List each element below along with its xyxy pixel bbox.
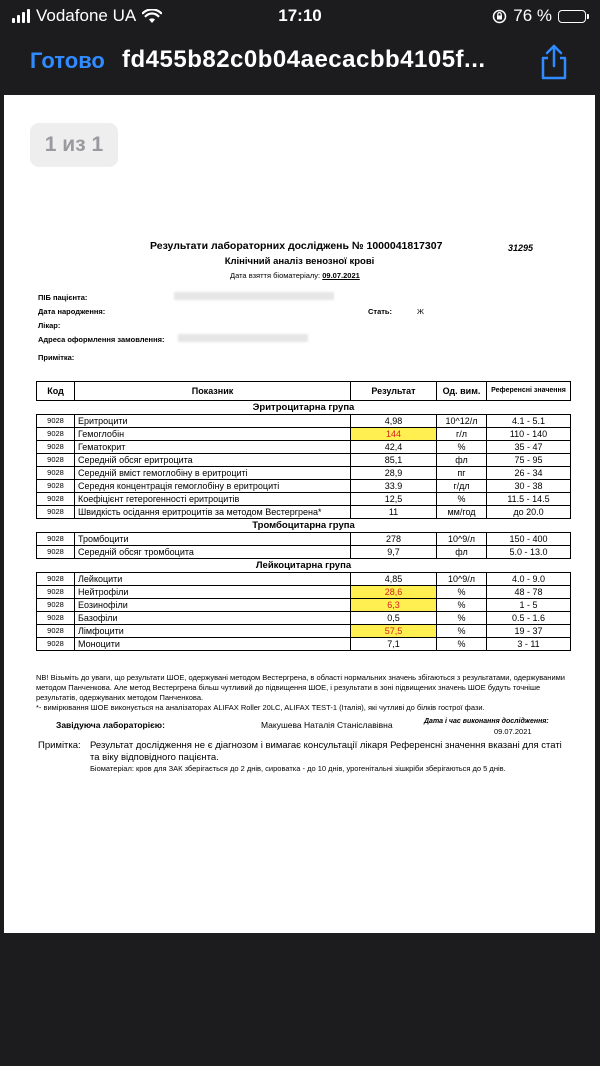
- cell-unit: г/л: [437, 428, 487, 441]
- battery-percent: 76 %: [513, 6, 552, 25]
- cell-indicator: Базофіли: [75, 612, 351, 625]
- col-header-indicator: Показник: [75, 382, 351, 401]
- group-header-row: [37, 401, 571, 415]
- cell-code: 9028: [37, 625, 75, 638]
- cell-unit: фл: [437, 454, 487, 467]
- cell-reference: 0.5 - 1.6: [487, 612, 571, 625]
- cell-result: 0,5: [351, 612, 437, 625]
- cell-unit: %: [437, 586, 487, 599]
- cell-unit: мм/год: [437, 506, 487, 519]
- cell-reference: 11.5 - 14.5: [487, 493, 571, 506]
- cell-result: 7,1: [351, 638, 437, 651]
- document-title: fd455b82c0b04aecacbb4105f...: [122, 46, 486, 73]
- col-header-unit: Од. вим.: [437, 382, 487, 401]
- table-row: [37, 493, 571, 506]
- cell-code: 9028: [37, 599, 75, 612]
- table-row: [37, 480, 571, 493]
- pdf-page[interactable]: [4, 95, 595, 933]
- nb-note: NB! Візьміть до уваги, що результати ШОЕ, одержувані методом Вестергрена, в області нормальних значень збігаються з результатами, одержуваними методом Панченкова. Але метод Вестергрена більш чутливий до підвищення ШОЕ, і результати в зоні підвищених значень ШОЕ будуть точніше результатів, одержуваних методом Панченкова.: [36, 673, 565, 702]
- redacted-address: [178, 334, 308, 342]
- cell-indicator: Швидкість осідання еритроцитів за методом Вестергрена*: [75, 506, 351, 519]
- table-row: [37, 573, 571, 586]
- lab-head-name: Макушева Наталія Станіславівна: [261, 720, 393, 730]
- cell-result: 4,85: [351, 573, 437, 586]
- cell-indicator: Тромбоцити: [75, 533, 351, 546]
- cell-unit: 10^9/л: [437, 573, 487, 586]
- cell-indicator: Середній обсяг еритроцита: [75, 454, 351, 467]
- group-title: Тромбоцитарна група: [252, 520, 355, 531]
- table-row: [37, 586, 571, 599]
- cell-reference: 30 - 38: [487, 480, 571, 493]
- share-icon[interactable]: [536, 42, 572, 82]
- remark-label: Примітка:: [38, 740, 81, 751]
- cell-indicator: Гемоглобін: [75, 428, 351, 441]
- cell-reference: 75 - 95: [487, 454, 571, 467]
- cell-code: 9028: [37, 493, 75, 506]
- cell-code: 9028: [37, 480, 75, 493]
- col-header-code: Код: [37, 382, 75, 401]
- cell-indicator: Лімфоцити: [75, 625, 351, 638]
- table-row: [37, 533, 571, 546]
- table-row: [37, 467, 571, 480]
- cell-unit: 10^12/л: [437, 415, 487, 428]
- cell-code: 9028: [37, 573, 75, 586]
- cell-result: 144: [351, 428, 437, 441]
- cell-code: 9028: [37, 638, 75, 651]
- cell-unit: %: [437, 599, 487, 612]
- cell-unit: %: [437, 493, 487, 506]
- cell-result: 28,6: [351, 586, 437, 599]
- cell-result: 85,1: [351, 454, 437, 467]
- cell-code: 9028: [37, 467, 75, 480]
- group-title: Лейкоцитарна група: [255, 560, 352, 571]
- group-header-row: [37, 559, 571, 573]
- remark-label-top: Примітка:: [38, 353, 75, 362]
- cell-code: 9028: [37, 415, 75, 428]
- results-table: [36, 381, 571, 651]
- table-row: [37, 454, 571, 467]
- cell-result: 11: [351, 506, 437, 519]
- cell-indicator: Коефіцієнт гетерогенності еритроцитів: [75, 493, 351, 506]
- cell-result: 278: [351, 533, 437, 546]
- cell-code: 9028: [37, 506, 75, 519]
- table-row: [37, 638, 571, 651]
- sample-date-value: 09.07.2021: [322, 271, 360, 280]
- cell-unit: %: [437, 625, 487, 638]
- cell-code: 9028: [37, 454, 75, 467]
- table-row: [37, 506, 571, 519]
- cell-code: 9028: [37, 533, 75, 546]
- cell-result: 33.9: [351, 480, 437, 493]
- table-row: [37, 599, 571, 612]
- group-title: Эритроцитарна група: [252, 402, 355, 413]
- cell-indicator: Моноцити: [75, 638, 351, 651]
- cell-reference: 19 - 37: [487, 625, 571, 638]
- cell-reference: 26 - 34: [487, 467, 571, 480]
- cell-reference: 1 - 5: [487, 599, 571, 612]
- report-subtitle: Клінічний аналіз венозної крові: [224, 256, 375, 267]
- cell-indicator: Нейтрофіли: [75, 586, 351, 599]
- cell-result: 9,7: [351, 546, 437, 559]
- doctor-label: Лікар:: [38, 321, 61, 330]
- sex-label: Стать:: [368, 307, 393, 316]
- sample-date-label: Дата взяття біоматеріалу:: [230, 271, 321, 280]
- completion-date-value: 09.07.2021: [494, 727, 532, 736]
- address-label: Адреса оформлення замовлення:: [38, 335, 165, 344]
- cell-reference: 48 - 78: [487, 586, 571, 599]
- cell-unit: %: [437, 638, 487, 651]
- cell-unit: г/дл: [437, 480, 487, 493]
- done-button[interactable]: Готово: [30, 48, 105, 73]
- cell-result: 57,5: [351, 625, 437, 638]
- cell-result: 28,9: [351, 467, 437, 480]
- cell-indicator: Гематокрит: [75, 441, 351, 454]
- cell-unit: пг: [437, 467, 487, 480]
- table-row: [37, 546, 571, 559]
- cell-indicator: Середня концентрація гемоглобіну в еритроциті: [75, 480, 351, 493]
- cell-reference: 110 - 140: [487, 428, 571, 441]
- group-header-row: [37, 519, 571, 533]
- dob-label: Дата народження:: [38, 307, 106, 316]
- cell-indicator: Середній вміст гемоглобіну в еритроциті: [75, 467, 351, 480]
- cell-unit: %: [437, 441, 487, 454]
- status-right: [492, 6, 586, 26]
- cell-reference: 5.0 - 13.0: [487, 546, 571, 559]
- redacted-patient-name: [174, 292, 334, 300]
- completion-date-label: Дата і час виконання дослідження:: [424, 718, 549, 725]
- cell-code: 9028: [37, 546, 75, 559]
- table-row: [37, 441, 571, 454]
- cell-reference: 150 - 400: [487, 533, 571, 546]
- battery-icon: [558, 10, 586, 23]
- lab-head-label: Завідуюча лабораторією:: [56, 720, 165, 730]
- cell-result: 12,5: [351, 493, 437, 506]
- cell-unit: %: [437, 612, 487, 625]
- table-body: [37, 401, 571, 651]
- clock: 17:10: [278, 6, 322, 25]
- cell-reference: 35 - 47: [487, 441, 571, 454]
- cell-indicator: Еозинофіли: [75, 599, 351, 612]
- esr-footnote: *- вимірювання ШОЕ виконується на аналізаторах ALIFAX Roller 20LC, ALIFAX TEST-1 (Італія), які чутливі до білків гострої фази.: [36, 703, 485, 712]
- cell-result: 4,98: [351, 415, 437, 428]
- sample-date: [230, 271, 360, 280]
- orientation-lock-icon: [492, 9, 507, 24]
- table-row: [37, 415, 571, 428]
- cell-reference: 3 - 11: [487, 638, 571, 651]
- viewer-background: [0, 940, 600, 1066]
- cell-code: 9028: [37, 612, 75, 625]
- cell-reference: 4.1 - 5.1: [487, 415, 571, 428]
- col-header-result: Результат: [351, 382, 437, 401]
- cell-result: 6,3: [351, 599, 437, 612]
- cell-unit: фл: [437, 546, 487, 559]
- table-header-row: [37, 382, 571, 401]
- sex-value: Ж: [417, 307, 424, 316]
- biomaterial-note: Біоматеріал: кров для ЗАК зберігається до 2 днів, сироватка - до 10 днів, урогенітальні зішкріби зберігаються до 5 днів.: [90, 764, 506, 773]
- cell-code: 9028: [37, 441, 75, 454]
- cell-unit: 10^9/л: [437, 533, 487, 546]
- cell-reference: до 20.0: [487, 506, 571, 519]
- table-row: [37, 612, 571, 625]
- report-title: Результати лабораторних досліджень № 1000041817307: [150, 240, 443, 252]
- notes-block: [36, 673, 566, 713]
- patient-name-label: ПІБ пацієнта:: [38, 293, 88, 302]
- cell-code: 9028: [37, 586, 75, 599]
- col-header-reference: Референсні значення: [487, 382, 571, 401]
- remark-text: Результат дослідження не є діагнозом і вимагає консультації лікаря Референсні значення вказані для статі та віку відповідного пацієнта.: [90, 740, 562, 763]
- status-bar: [0, 0, 600, 32]
- cell-indicator: Лейкоцити: [75, 573, 351, 586]
- cell-indicator: Середній обсяг тромбоцита: [75, 546, 351, 559]
- cell-code: 9028: [37, 428, 75, 441]
- page-indicator: 1 из 1: [30, 123, 118, 167]
- report-code: 31295: [508, 243, 534, 253]
- cell-result: 42,4: [351, 441, 437, 454]
- cell-reference: 4.0 - 9.0: [487, 573, 571, 586]
- table-row: [37, 625, 571, 638]
- nav-bar: [0, 36, 600, 88]
- table-row: [37, 428, 571, 441]
- carrier-label: Vodafone UA: [36, 6, 137, 25]
- cell-indicator: Еритроцити: [75, 415, 351, 428]
